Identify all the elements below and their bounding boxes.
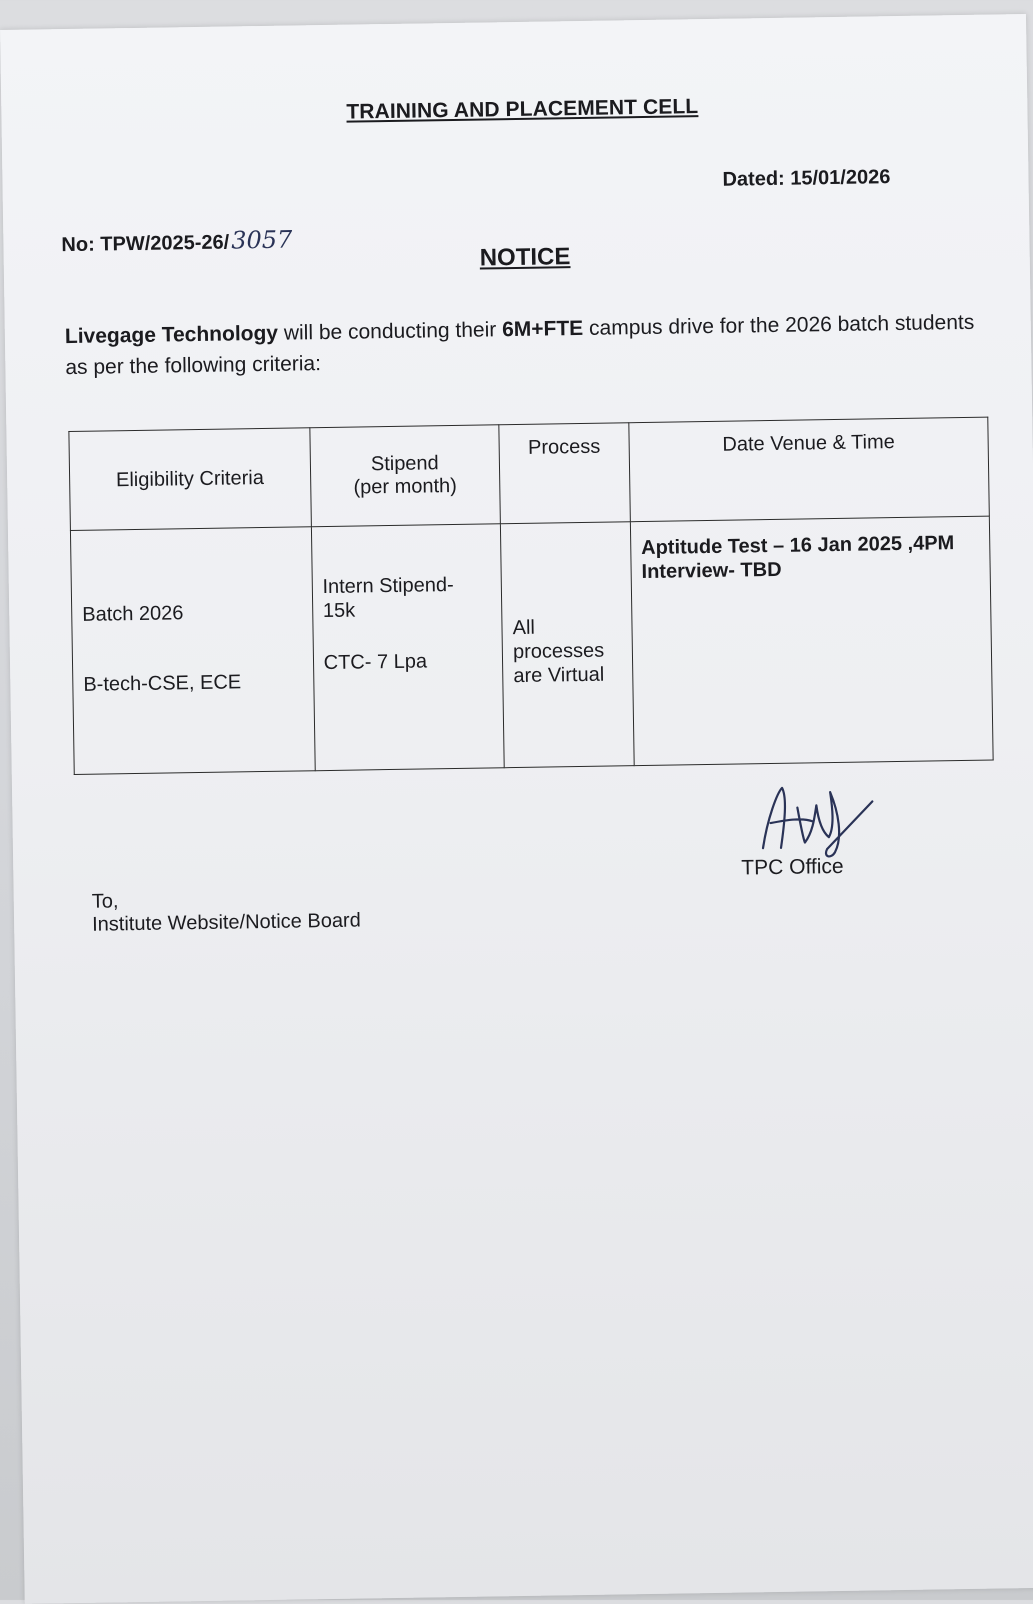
process-line3: are Virtual: [513, 663, 605, 688]
interview-text: Interview- TBD: [641, 558, 782, 584]
process-line1: All: [512, 616, 536, 640]
branch-text: B-tech-CSE, ECE: [83, 671, 242, 696]
ctc-text: CTC- 7 Lpa: [323, 650, 428, 675]
drive-type: 6M+FTE: [501, 316, 584, 342]
recipient-line1: To,: [91, 890, 119, 913]
reference-handwritten-number: 3057: [231, 225, 293, 255]
cell-date-venue: [630, 516, 993, 766]
cell-process: [501, 522, 635, 768]
notice-paper: [0, 14, 1033, 1604]
intro-paragraph: [65, 306, 996, 383]
batch-text: Batch 2026: [82, 602, 184, 626]
recipient-line2: Institute Website/Notice Board: [91, 909, 361, 936]
notice-date: Dated: 15/01/2026: [722, 166, 891, 191]
header-stipend-line1: Stipend: [370, 452, 439, 476]
reference-number: [61, 225, 292, 257]
header-eligibility: Eligibility Criteria: [69, 428, 311, 531]
header-date-venue: Date Venue & Time: [629, 417, 990, 522]
signature-label: TPC Office: [741, 854, 844, 880]
table-row: [70, 516, 993, 774]
cell-eligibility: [70, 527, 314, 775]
aptitude-test-text: Aptitude Test – 16 Jan 2025 ,4PM: [641, 532, 955, 560]
table-header-row: [69, 417, 989, 530]
notice-heading: NOTICE: [479, 243, 571, 272]
header-stipend-line2: (per month): [353, 474, 458, 499]
recipient-block: [92, 887, 361, 937]
header-stipend: [309, 425, 500, 527]
department-title: TRAINING AND PLACEMENT CELL: [346, 95, 699, 124]
stipend-line2: 15k: [322, 599, 356, 623]
header-process: Process: [499, 423, 630, 524]
reference-prefix: No: TPW/2025-26/: [61, 231, 230, 257]
cell-stipend: [311, 524, 504, 771]
intro-text-2: campus drive for the 2026 batch students as per the following criteria:: [65, 310, 975, 380]
criteria-table: [68, 417, 993, 775]
stipend-line1: Intern Stipend-: [322, 574, 454, 599]
company-name: Livegage Technology: [64, 321, 279, 349]
intro-text-1: will be conducting their: [277, 318, 503, 345]
process-line2: processes: [512, 639, 605, 664]
